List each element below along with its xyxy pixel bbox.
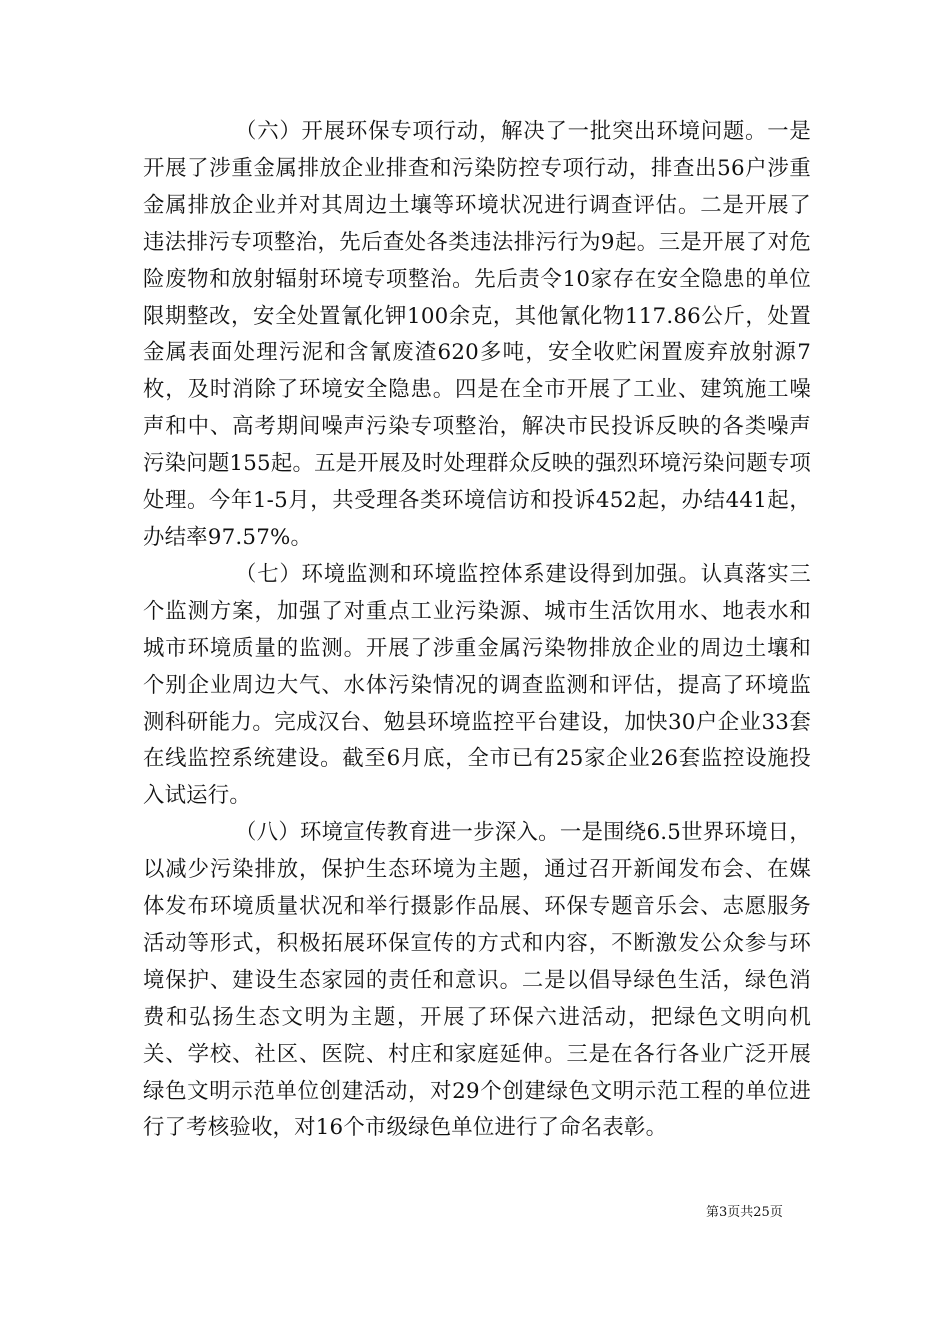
paragraph-section-7: （七）环境监测和环境监控体系建设得到加强。认真落实三个监测方案，加强了对重点工业污染源、城市生活饮用水、地表水和城市环境质量的监测。开展了涉重金属污染物排放企业的周边土壤和个别企业周边大气、水体污染情况的调查监测和评估，提高了环境监测科研能力。完成汉台、勉县环境监控平台建设，加快30户企业33套在线监控系统建设。截至6月底，全市已有25家企业26套监控设施投入试运行。 [143,561,811,809]
paragraph-section-8: （八）环境宣传教育进一步深入。一是围绕6.5世界环境日，以减少污染排放，保护生态环境为主题，通过召开新闻发布会、在媒体发布环境质量状况和举行摄影作品展、环保专题音乐会、志愿服务活动等形式，积极拓展环保宣传的方式和内容，不断激发公众参与环境保护、建设生态家园的责任和意识。二是以倡导绿色生活，绿色消费和弘扬生态文明为主题，开展了环保六进活动，把绿色文明向机关、学校、社区、医院、村庄和家庭延伸。三是在各行各业广泛开展绿色文明示范单位创建活动，对29个创建绿色文明示范工程的单位进行了考核验收，对16个市级绿色单位进行了命名表彰。 [143,820,811,1141]
page-number-footer: 第3页共25页 [706,1205,783,1220]
paragraph-section-6: （六）开展环保专项行动，解决了一批突出环境问题。一是开展了涉重金属排放企业排查和污染防控专项行动，排查出56户涉重金属排放企业并对其周边土壤等环境状况进行调查评估。二是开展了违法排污专项整治，先后查处各类违法排污行为9起。三是开展了对危险废物和放射辐射环境专项整治。先后责令10家存在安全隐患的单位限期整改，安全处置氰化钾100余克，其他氰化物117.86公斤，处置金属表面处理污泥和含氰废渣620多吨，安全收贮闲置废弃放射源7枚，及时消除了环境安全隐患。四是在全市开展了工业、建筑施工噪声和中、高考期间噪声污染专项整治，解决市民投诉反映的各类噪声污染问题155起。五是开展及时处理群众反映的强烈环境污染问题专项处理。今年1-5月，共受理各类环境信访和投诉452起，办结441起，办结率97.57%。 [143,119,811,550]
document-body [143,114,811,1147]
